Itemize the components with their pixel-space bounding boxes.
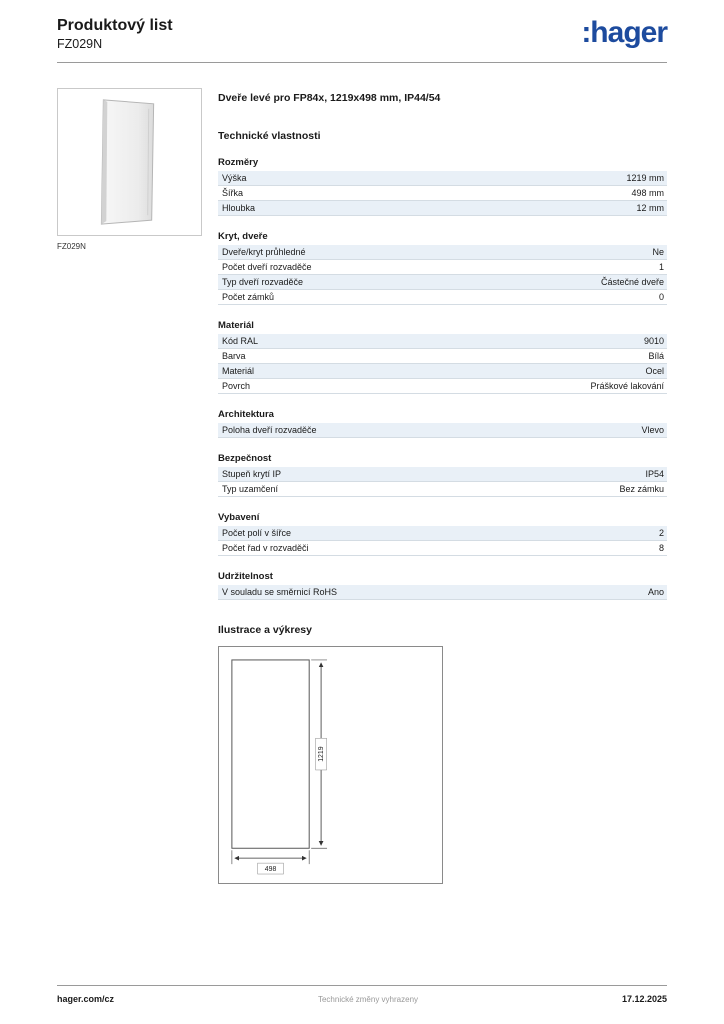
spec-row xyxy=(218,334,667,349)
section-dimensions xyxy=(218,154,667,216)
product-image-column xyxy=(57,88,202,251)
section-heading: Kryt, dveře xyxy=(218,231,268,242)
section-rows xyxy=(218,245,667,305)
spec-row xyxy=(218,186,667,201)
illustration-heading: Ilustrace a výkresy xyxy=(218,624,312,636)
section-heading: Architektura xyxy=(218,409,274,420)
spec-label: Počet zámků xyxy=(222,292,275,302)
spec-label: Typ dveří rozvaděče xyxy=(222,277,304,287)
spec-row xyxy=(218,379,667,394)
section-rows xyxy=(218,467,667,497)
spec-row xyxy=(218,349,667,364)
spec-value: 12 mm xyxy=(636,203,664,213)
product-image-caption: FZ029N xyxy=(57,242,86,251)
spec-value: 1 xyxy=(658,262,664,272)
spec-label: V souladu se směrnicí RoHS xyxy=(222,587,338,597)
main-content xyxy=(57,88,667,884)
spec-row xyxy=(218,482,667,497)
section-cover-doors xyxy=(218,228,667,305)
header xyxy=(57,16,667,63)
footer-website: hager.com/cz xyxy=(57,994,115,1004)
spec-row xyxy=(218,467,667,482)
section-rows xyxy=(218,171,667,216)
spec-row xyxy=(218,290,667,305)
spec-label: Typ uzamčení xyxy=(222,484,279,494)
spec-label: Hloubka xyxy=(222,203,256,213)
spec-row xyxy=(218,201,667,216)
spec-value: IP54 xyxy=(645,469,664,479)
spec-value: Vlevo xyxy=(641,425,664,435)
section-safety xyxy=(218,450,667,497)
spec-row xyxy=(218,585,667,600)
spec-value: 1219 mm xyxy=(626,173,664,183)
section-equipment xyxy=(218,509,667,556)
spec-row xyxy=(218,423,667,438)
spec-label: Materiál xyxy=(222,366,255,376)
spec-label: Šířka xyxy=(222,188,244,198)
tech-properties-heading: Technické vlastnosti xyxy=(218,130,321,142)
spec-value: Bílá xyxy=(648,351,664,361)
footer-notice: Technické změny vyhrazeny xyxy=(317,995,419,1004)
spec-row xyxy=(218,245,667,260)
spec-value: Práškové lakování xyxy=(590,381,664,391)
section-rows xyxy=(218,585,667,600)
spec-label: Dveře/kryt průhledné xyxy=(222,247,306,257)
width-dimension-label: 498 xyxy=(264,866,277,874)
spec-label: Počet polí v šířce xyxy=(222,528,292,538)
spec-value: 2 xyxy=(658,528,664,538)
spec-value: Ne xyxy=(652,247,664,257)
spec-value: Bez zámku xyxy=(619,484,664,494)
section-heading: Udržitelnost xyxy=(218,571,273,582)
spec-label: Stupeň krytí IP xyxy=(222,469,282,479)
product-code: FZ029N xyxy=(57,37,103,51)
footer xyxy=(57,985,667,1004)
section-heading: Materiál xyxy=(218,320,254,331)
spec-label: Poloha dveří rozvaděče xyxy=(222,425,317,435)
door-photo xyxy=(58,89,201,235)
doc-type-title: Produktový list xyxy=(57,17,173,34)
section-heading: Bezpečnost xyxy=(218,453,272,464)
section-material xyxy=(218,317,667,394)
spec-value: Částečné dveře xyxy=(600,277,664,287)
spec-label: Povrch xyxy=(222,381,251,391)
product-title: Dveře levé pro FP84x, 1219x498 mm, IP44/54 xyxy=(218,92,441,104)
spec-value: 9010 xyxy=(643,336,664,346)
section-sustainability xyxy=(218,568,667,600)
spec-label: Výška xyxy=(222,173,247,183)
section-architecture xyxy=(218,406,667,438)
header-titles xyxy=(57,16,173,52)
spec-row xyxy=(218,364,667,379)
spec-row xyxy=(218,526,667,541)
section-rows xyxy=(218,423,667,438)
spec-column xyxy=(218,88,667,884)
height-dimension-label: 1219 xyxy=(317,746,325,762)
technical-drawing xyxy=(218,646,443,884)
spec-value: 0 xyxy=(658,292,664,302)
section-heading: Rozměry xyxy=(218,157,259,168)
section-heading: Vybavení xyxy=(218,512,260,523)
spec-label: Počet řad v rozvaděči xyxy=(222,543,309,553)
spec-label: Počet dveří rozvaděče xyxy=(222,262,312,272)
section-rows xyxy=(218,334,667,394)
dimension-drawing xyxy=(219,647,442,883)
section-rows xyxy=(218,526,667,556)
spec-value: Ano xyxy=(647,587,664,597)
spec-value: 8 xyxy=(658,543,664,553)
product-image xyxy=(57,88,202,236)
spec-row xyxy=(218,171,667,186)
spec-value: 498 mm xyxy=(631,188,664,198)
spec-row xyxy=(218,275,667,290)
spec-value: Ocel xyxy=(645,366,664,376)
spec-label: Barva xyxy=(222,351,246,361)
hager-logo: :hager xyxy=(581,16,667,49)
spec-row xyxy=(218,260,667,275)
spec-row xyxy=(218,541,667,556)
spec-label: Kód RAL xyxy=(222,336,259,346)
footer-date: 17.12.2025 xyxy=(621,994,667,1004)
